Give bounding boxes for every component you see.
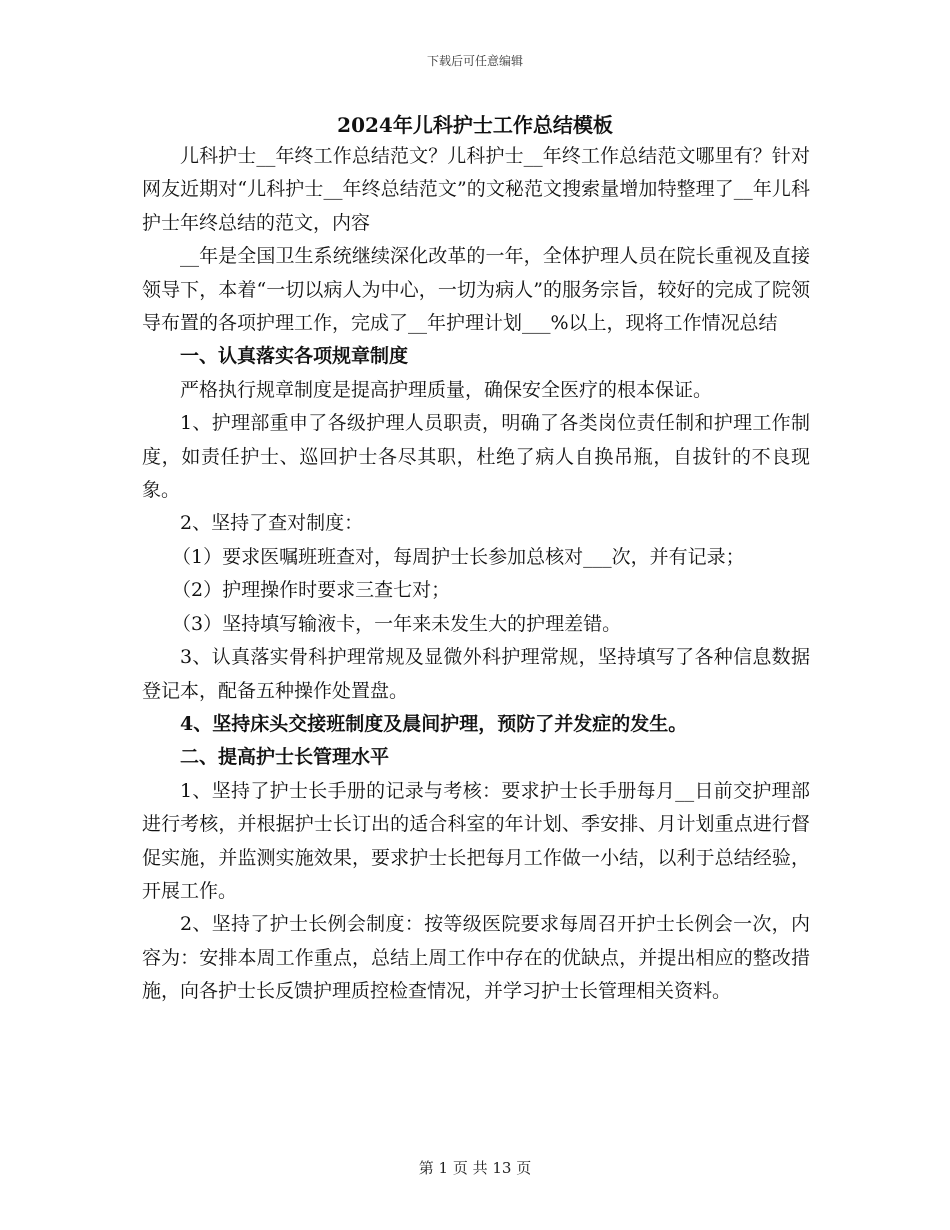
- header-note: 下载后可任意编辑: [426, 54, 523, 68]
- document-title: 2024年儿科护士工作总结模板: [337, 113, 613, 137]
- sub-list-item: （2）护理操作时要求三查七对；: [172, 579, 451, 602]
- sub-list-item: （1）要求医嘱班班查对，每周护士长参加总核对___次，并有记录；: [172, 545, 745, 568]
- sub-list-item: （3）坚持填写输液卡，一年来未发生大的护理差错。: [172, 612, 622, 635]
- list-item: 2、坚持了查对制度：: [180, 512, 364, 535]
- document-body: [142, 140, 810, 1009]
- paragraph: 严格执行规章制度是提高护理质量，确保安全医疗的根本保证。: [180, 378, 713, 401]
- list-item-bold: 4、坚持床头交接班制度及晨间护理，预防了并发症的发生。: [180, 712, 688, 735]
- list-item: 3、认真落实骨科护理常规及显微外科护理常规，坚持填写了各种信息数据登记本，配备五种操作处置盘。: [142, 646, 810, 702]
- paragraph-intro: 儿科护士__年终工作总结范文？儿科护士__年终工作总结范文哪里有？针对网友近期对“儿科护士__年终总结范文”的文秘范文搜索量增加特整理了__年儿科护士年终总结的范文，内容: [142, 145, 810, 234]
- list-item: 2、坚持了护士长例会制度：按等级医院要求每周召开护士长例会一次，内容为：安排本周工作重点，总结上周工作中存在的优缺点，并提出相应的整改措施，向各护士长反馈护理质控检查情况，并学习护士长管理相关资料。: [142, 913, 810, 1003]
- section-heading-2: 二、提高护士长管理水平: [180, 746, 390, 769]
- page-footer: 第 1 页 共 13 页: [418, 1159, 532, 1177]
- list-item: 1、坚持了护士长手册的记录与考核：要求护士长手册每月__日前交护理部进行考核，并根据护士长订出的适合科室的年计划、季安排、月计划重点进行督促实施，并监测实施效果，要求护士长把每月工作做一小结，以利于总结经验，开展工作。: [142, 779, 810, 902]
- list-item: 1、护理部重申了各级护理人员职责，明确了各类岗位责任制和护理工作制度，如责任护士、巡回护士各尽其职，杜绝了病人自换吊瓶，自拔针的不良现象。: [142, 412, 810, 502]
- section-heading-1: 一、认真落实各项规章制度: [180, 345, 409, 368]
- paragraph-overview: __年是全国卫生系统继续深化改革的一年，全体护理人员在院长重视及直接领导下，本着“一切以病人为中心，一切为病人”的服务宗旨，较好的完成了院领导布置的各项护理工作，完成了__年护理计划___%以上，现将工作情况总结: [142, 245, 810, 335]
